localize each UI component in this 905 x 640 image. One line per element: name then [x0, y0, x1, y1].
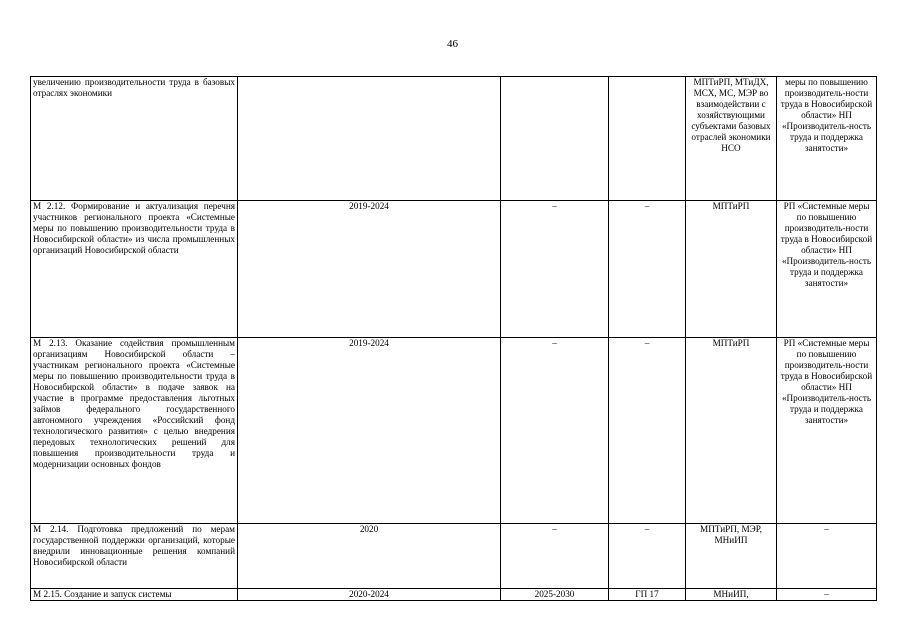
- project-cell: РП «Системные меры по повышению производитель-ности труда в Новосибирской области» НП «Производитель-ность труда и поддержка занятости»: [777, 201, 877, 338]
- project-cell: РП «Системные меры по повышению производитель-ности труда в Новосибирской области» НП «Производитель-ность труда и поддержка занятости»: [777, 338, 877, 524]
- table-row: [31, 77, 877, 201]
- period-2025-cell: –: [501, 201, 609, 338]
- page-number: 46: [447, 38, 458, 50]
- program-cell: –: [609, 201, 686, 338]
- table-row: [31, 524, 877, 589]
- program-cell: ГП 17: [609, 589, 686, 601]
- executors-cell: МПТиРП: [686, 338, 777, 524]
- program-cell: [609, 77, 686, 201]
- executors-cell: МПТиРП: [686, 201, 777, 338]
- project-cell: –: [777, 589, 877, 601]
- period-cell: [238, 77, 501, 201]
- table-row: [31, 201, 877, 338]
- executors-cell: МПТиРП, МЭР, МНиИП: [686, 524, 777, 589]
- measure-cell: М 2.12. Формирование и актуализация перечня участников регионального проекта «Системные меры по повышению производительности труда в Новосибирской области» из числа промышленных организаций Новосибирской области: [31, 201, 238, 338]
- period-cell: 2020: [238, 524, 501, 589]
- executors-cell: МНиИП,: [686, 589, 777, 601]
- measure-cell: М 2.13. Оказание содействия промышленным организациям Новосибирской области – участникам регионального проекта «Системные меры по повышению производительности труда в Новосибирской области» в подаче заявок на участие в программе предоставления льготных займов федерального государственного автономного учреждения «Российский фонд технологического развития» с целью внедрения передовых технологических решений для повышения производительности труда и модернизации основных фондов: [31, 338, 238, 524]
- program-cell: –: [609, 338, 686, 524]
- period-2025-cell: [501, 77, 609, 201]
- period-cell: 2020-2024: [238, 589, 501, 601]
- period-cell: 2019-2024: [238, 201, 501, 338]
- period-2025-cell: –: [501, 524, 609, 589]
- measure-cell: М 2.14. Подготовка предложений по мерам государственной поддержки организаций, которые внедрили инновационные решения компаний Новосибирской области: [31, 524, 238, 589]
- table-row: [31, 338, 877, 524]
- table-row: [31, 589, 877, 601]
- measure-cell: М 2.15. Создание и запуск системы: [31, 589, 238, 601]
- project-cell: –: [777, 524, 877, 589]
- executors-cell: МПТиРП, МТиДХ, МСХ, МС, МЭР во взаимодействии с хозяйствующими субъектами базовых отраслей экономики НСО: [686, 77, 777, 201]
- measure-cell: увеличению производительности труда в базовых отраслях экономики: [31, 77, 238, 201]
- measures-table: [30, 76, 877, 601]
- period-cell: 2019-2024: [238, 338, 501, 524]
- period-2025-cell: 2025-2030: [501, 589, 609, 601]
- program-cell: –: [609, 524, 686, 589]
- project-cell: меры по повышению производитель-ности труда в Новосибирской области» НП «Производитель-ность труда и поддержка занятости»: [777, 77, 877, 201]
- period-2025-cell: –: [501, 338, 609, 524]
